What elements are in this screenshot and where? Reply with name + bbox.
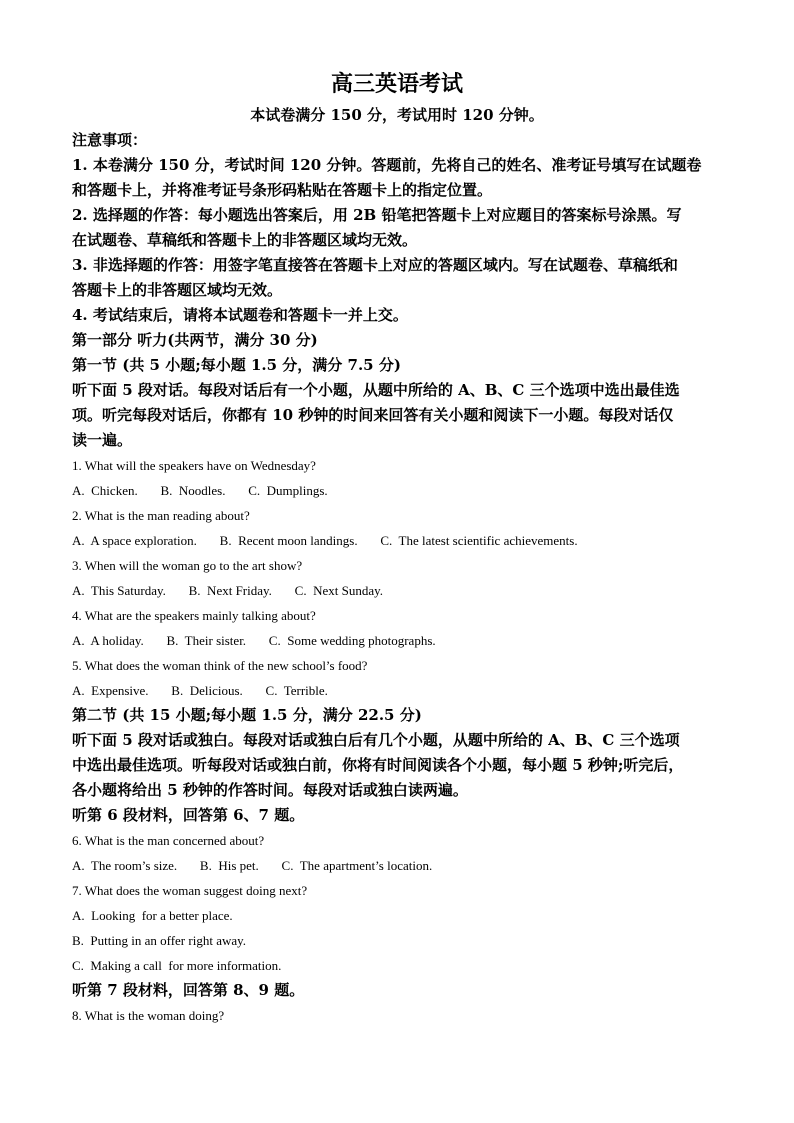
question-4-options: A. A holiday. B. Their sister. C. Some wedding photographs.: [72, 633, 436, 648]
section2-instruction-line-2: 中选出最佳选项。听每段对话或独白前，你将有时间阅读各个小题，每小题 5 秒钟;听完后，: [72, 756, 684, 774]
question-1-options: A. Chicken. B. Noodles. C. Dumplings.: [72, 483, 328, 498]
section2-instruction-line-3: 各小题将给出 5 秒钟的作答时间。每段对话或独白读两遍。: [72, 781, 468, 799]
question-3: 3. When will the woman go to the art show?: [72, 558, 303, 573]
question-6-options: A. The room’s size. B. His pet. C. The apartment’s location.: [72, 858, 433, 873]
question-6: 6. What is the man concerned about?: [72, 833, 265, 848]
part1-heading: 第一部分 听力(共两节，满分 30 分): [72, 331, 318, 349]
material-6-heading: 听第 6 段材料，回答第 6、7 题。: [72, 806, 305, 824]
material-7-heading: 听第 7 段材料，回答第 8、9 题。: [72, 981, 305, 999]
question-8: 8. What is the woman doing?: [72, 1008, 225, 1023]
section2-heading: 第二节 (共 15 小题;每小题 1.5 分，满分 22.5 分): [72, 706, 422, 724]
question-5: 5. What does the woman think of the new school’s food?: [72, 658, 368, 673]
question-2: 2. What is the man reading about?: [72, 508, 250, 523]
question-5-options: A. Expensive. B. Delicious. C. Terrible.: [72, 683, 328, 698]
question-2-options: A. A space exploration. B. Recent moon landings. C. The latest scientific achievements.: [72, 533, 578, 548]
question-1: 1. What will the speakers have on Wednesday?: [72, 458, 316, 473]
section2-instruction-line-1: 听下面 5 段对话或独白。每段对话或独白后有几个小题，从题中所给的 A、B、C 三个选项: [72, 731, 680, 749]
notice-item-1-line-2: 和答题卡上，并将准考证号条形码粘贴在答题卡上的指定位置。: [72, 181, 493, 199]
notice-item-3-line-1: 3. 非选择题的作答：用签字笔直接答在答题卡上对应的答题区域内。写在试题卷、草稿纸和: [72, 256, 678, 274]
notice-heading: 注意事项：: [72, 131, 148, 149]
question-7-option-b: B. Putting in an offer right away.: [72, 933, 247, 948]
notice-item-3-line-2: 答题卡上的非答题区域均无效。: [72, 281, 283, 299]
section1-instruction-line-1: 听下面 5 段对话。每段对话后有一个小题，从题中所给的 A、B、C 三个选项中选出最佳选: [72, 381, 680, 399]
page-title: 高三英语考试: [330, 71, 463, 97]
notice-item-2-line-2: 在试题卷、草稿纸和答题卡上的非答题区域均无效。: [72, 231, 418, 249]
question-7-option-a: A. Looking for a better place.: [72, 908, 233, 923]
notice-item-1-line-1: 1. 本卷满分 150 分，考试时间 120 分钟。答题前，先将自己的姓名、准考证号填写在试题卷: [72, 156, 702, 174]
question-3-options: A. This Saturday. B. Next Friday. C. Next Sunday.: [72, 583, 384, 598]
question-7: 7. What does the woman suggest doing next?: [72, 883, 308, 898]
section1-heading: 第一节 (共 5 小题;每小题 1.5 分，满分 7.5 分): [72, 356, 401, 374]
page-subtitle: 本试卷满分 150 分，考试用时 120 分钟。: [250, 106, 544, 124]
exam-content: [72, 128, 722, 1028]
notice-item-2-line-1: 2. 选择题的作答：每小题选出答案后，用 2B 铅笔把答题卡上对应题目的答案标号涂黑。写: [72, 206, 682, 224]
notice-item-4: 4. 考试结束后，请将本试题卷和答题卡一并上交。: [72, 306, 408, 324]
question-4: 4. What are the speakers mainly talking about?: [72, 608, 316, 623]
question-7-option-c: C. Making a call for more information.: [72, 958, 282, 973]
section1-instruction-line-3: 读一遍。: [72, 431, 133, 449]
section1-instruction-line-2: 项。听完每段对话后，你都有 10 秒钟的时间来回答有关小题和阅读下一小题。每段对话仅: [72, 406, 674, 424]
